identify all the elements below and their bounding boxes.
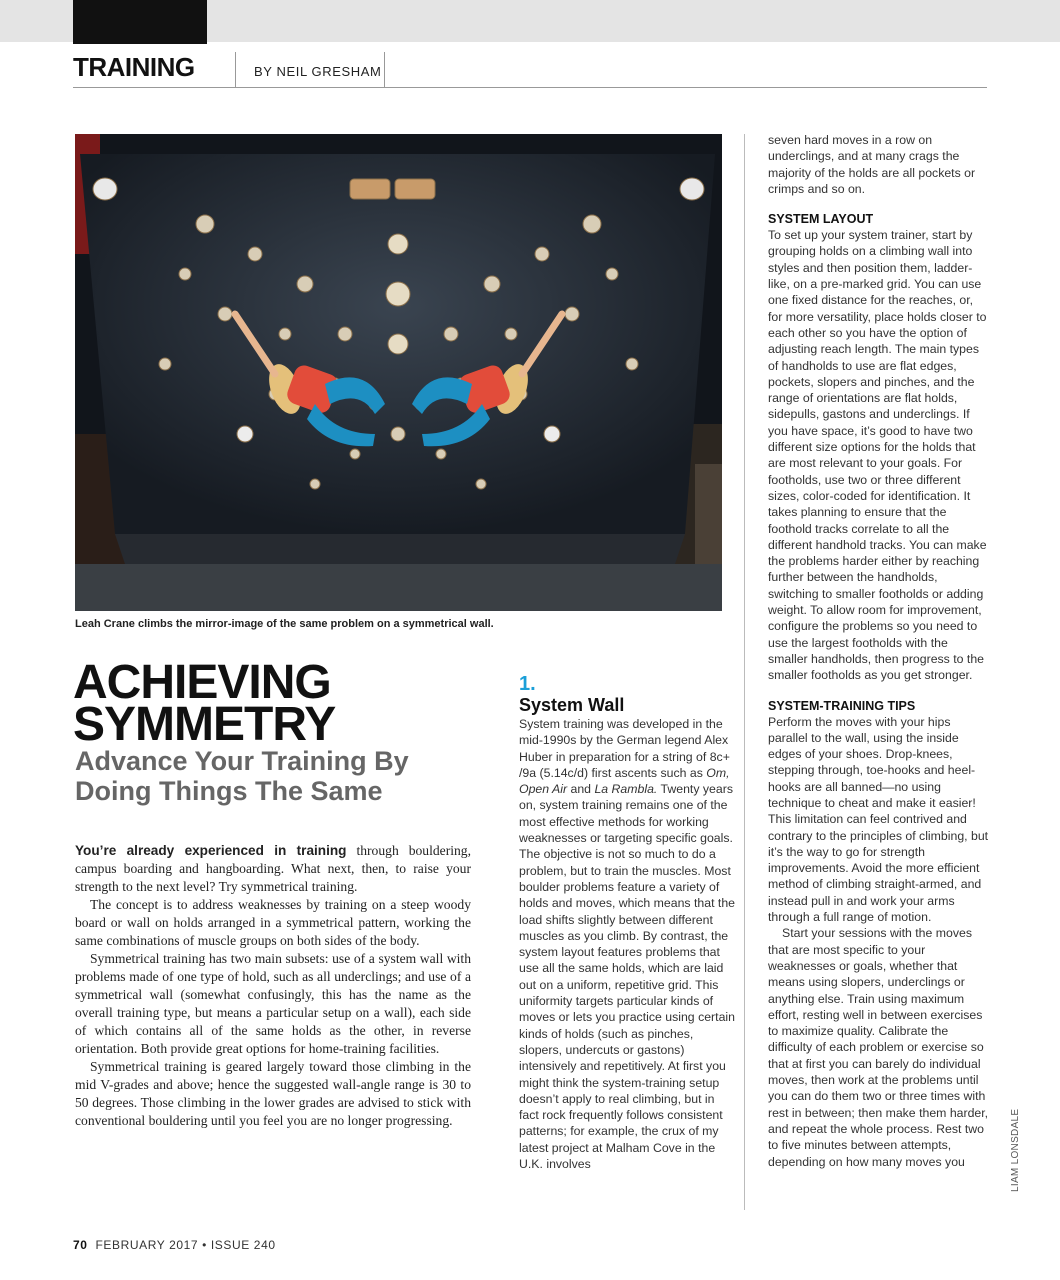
byline-divider: [235, 52, 236, 88]
section-title: System Wall: [519, 695, 625, 715]
article-headline: [73, 656, 336, 751]
byline: BY NEIL GRESHAM: [254, 64, 382, 79]
body-paragraph-2: The concept is to address weaknesses by training on a steep woody board or wall on holds arranged in a symmetrical pattern, working the same combinations of muscle groups on both sides of the body.: [75, 897, 471, 948]
subhead-line-1: Advance Your Training By: [75, 746, 409, 776]
photo-caption: Leah Crane climbs the mirror-image of the same problem on a symmetrical wall.: [75, 618, 494, 630]
route-names-2: La Rambla.: [594, 782, 658, 797]
tips-paragraph-1: Perform the moves with your hips parallel to the wall, using the inside edges of your shoes. Drop-knees, stepping through, toe-hooks and heel-hooks are all banned—no using technique to cheat and make it easier! This limitation can feel contrived and contrary to the principles of climbing, but it’s the way to go for strength improvements. Avoid the more efficient method of climbing straight-armed, and instead pull in and work your arms through a full range of motion.: [768, 714, 989, 925]
intro-body: [75, 842, 471, 1130]
byline-divider-right: [384, 52, 385, 88]
continued-text: seven hard moves in a row on underclings, and at many crags the majority of the holds are all pockets or crimps and so on.: [768, 133, 976, 196]
system-wall-text-a: System training was developed in the mid-1990s by the German legend Alex Huber in preparation for a string of 8c+ /9a (5.14c/d) first ascents such as: [519, 717, 730, 780]
section-label: TRAINING: [73, 52, 195, 82]
section-tab-block: [73, 0, 207, 44]
body-paragraph-3: Symmetrical training has two main subsets: use of a system wall with problems made of one type of hold, such as all underclings; and use of a symmetrical wall (somewhat confusingly, this has the name as the overall training type, but means a particular setup on a wall), each side of which contains all of the same holds as the other, in reverse orientation. Both provide great options for home-training facilities.: [75, 951, 471, 1056]
system-wall-column: [519, 674, 737, 1172]
system-wall-text: [519, 716, 737, 1172]
subhead-line-2: Doing Things The Same: [75, 776, 383, 806]
article-subhead: [75, 746, 409, 806]
system-wall-text-b: and: [567, 782, 595, 797]
page-number: 70: [73, 1238, 88, 1252]
section-number: 1.: [519, 673, 536, 695]
intro-paragraph: [75, 842, 471, 896]
column-divider: [744, 134, 745, 1210]
page-footer: [73, 1238, 276, 1252]
symmetrical-wall-photo: [75, 134, 722, 611]
system-wall-text-c: Twenty years on, system training remains one of the most effective methods for working weaknesses or targeting specific goals. The objective is not so much to do a problem, but to train the muscles. Most boulder problems feature a variety of holds and moves, which means that the load shifts slightly between different muscles as you climb. By contrast, the system layout features problems that use all the same holds, which are laid out on a uniform, repetitive grid. This uniformity targets particular kinds of moves or lets you practice using certain kinds of holds (such as pinches, slopers, undercuts or gastons) intensively and repetitively. At first you might think the system-training setup doesn’t apply to real climbing, but in fact rock frequently follows consistent patterns; for example, the crux of my latest project at Malham Cove in the U.K. involves: [519, 782, 736, 1172]
tips-paragraph-2: Start your sessions with the moves that are most specific to your weaknesses or goals, whether that means using slopers, underclings or anything else. Train using maximum effort, resting well in between exercises to maximize quality. Calibrate the difficulty of each problem or exercise so that at first you can barely do individual moves, then work at the problems until you can do them two or three times with rest in between; then make them harder, and repeat the whole process. Rest two to five minutes between attempts, depending on how many moves you: [768, 926, 989, 1169]
system-layout-text: To set up your system trainer, start by grouping holds on a climbing wall into styles and then position them, ladder-like, on a pre-marked grid. You can use one fixed distance for the reaches, or, for more versatility, place holds closer to each other so you have the option of adjusting reach length. The main types of handholds to use are flat edges, pockets, slopers and pinches, and the range of orientations are flat holds, sidepulls, gastons and underclings. If you have space, it’s good to have two different size options for the holds that are most relevant to your goals. For footholds, use two or three different sizes, color-coded for identification. It takes planning to ensure that the foothold tracks correlate to all the different handhold tracks. You can make the problems harder either by reaching further between the handholds, switching to smaller footholds or adding weight. To allow room for improvement, configure the problems so you need to use the largest footholds with the smaller handholds, then progress to the smaller footholds as you get stronger.: [768, 228, 987, 683]
intro-lead: You’re already experienced in training: [75, 843, 347, 858]
photo-illustration: [75, 134, 722, 611]
right-column: [768, 132, 990, 1170]
photo-credit: LIAM LONSDALE: [1010, 1108, 1021, 1192]
headline-line-2: SYMMETRY: [73, 698, 336, 751]
body-paragraph-4: Symmetrical training is geared largely toward those climbing in the mid V-grades and above; hence the suggested wall-angle range is 30 to 50 degrees. Those climbing in the lower grades are advised to stick with conventional bouldering until you feel you are no longer progressing.: [75, 1059, 471, 1128]
header-rule: [73, 87, 987, 88]
route-names-1: Om, Open Air: [519, 765, 730, 797]
system-tips-text: [768, 714, 990, 1170]
system-tips-heading: SYSTEM-TRAINING TIPS: [768, 698, 916, 713]
headline-line-1: ACHIEVING: [73, 656, 331, 709]
issue-info: FEBRUARY 2017 • ISSUE 240: [95, 1238, 276, 1252]
intro-rest: through bouldering, campus boarding and hangboarding. What next, then, to raise your strength to the next level? Try symmetrical training.: [75, 843, 471, 894]
system-layout-heading: SYSTEM LAYOUT: [768, 212, 874, 227]
